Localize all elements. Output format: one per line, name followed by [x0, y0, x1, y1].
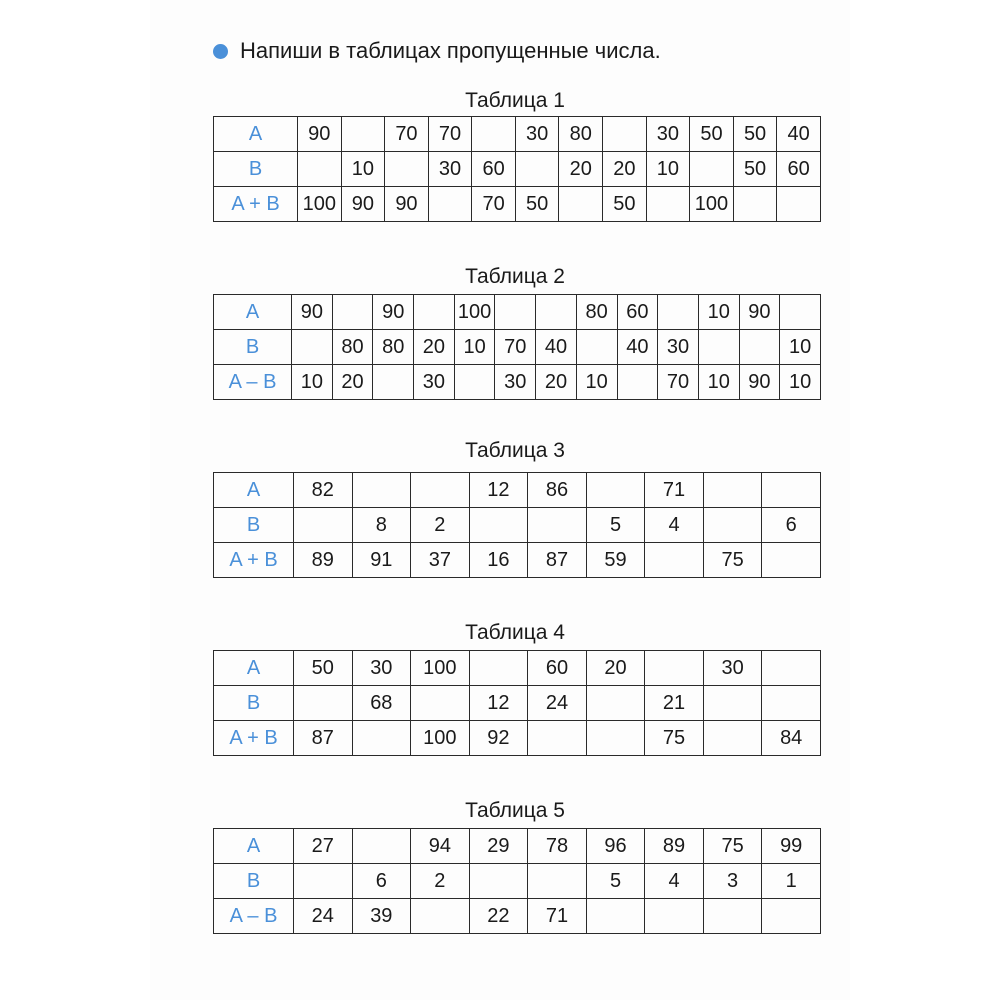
table-caption: Таблица 2 — [465, 265, 565, 288]
value-cell: 24 — [294, 899, 353, 934]
empty-cell[interactable] — [385, 152, 429, 187]
value-cell: 75 — [703, 829, 762, 864]
value-cell: 2 — [411, 508, 470, 543]
row-label: B — [214, 686, 294, 721]
value-cell: 100 — [690, 187, 734, 222]
empty-cell[interactable] — [777, 187, 821, 222]
empty-cell[interactable] — [528, 864, 587, 899]
value-cell: 50 — [294, 651, 353, 686]
value-cell: 70 — [472, 187, 516, 222]
empty-cell[interactable] — [528, 721, 587, 756]
empty-cell[interactable] — [528, 508, 587, 543]
value-cell: 75 — [703, 543, 762, 578]
empty-cell[interactable] — [617, 365, 658, 400]
value-cell: 90 — [739, 365, 780, 400]
value-cell: 20 — [536, 365, 577, 400]
value-cell: 60 — [528, 651, 587, 686]
value-cell: 4 — [645, 508, 704, 543]
value-cell: 100 — [411, 651, 470, 686]
empty-cell[interactable] — [645, 899, 704, 934]
value-cell: 10 — [576, 365, 617, 400]
value-cell: 27 — [294, 829, 353, 864]
value-cell: 59 — [586, 543, 645, 578]
task-instruction — [213, 36, 661, 66]
table-row — [214, 117, 821, 152]
value-cell: 30 — [428, 152, 472, 187]
empty-cell[interactable] — [292, 330, 333, 365]
empty-cell[interactable] — [658, 295, 699, 330]
empty-cell[interactable] — [332, 295, 373, 330]
row-label: A + B — [214, 543, 294, 578]
value-cell: 8 — [352, 508, 411, 543]
value-cell: 99 — [762, 829, 821, 864]
empty-cell[interactable] — [703, 686, 762, 721]
value-cell: 30 — [515, 117, 559, 152]
value-cell: 70 — [428, 117, 472, 152]
value-cell: 60 — [472, 152, 516, 187]
value-cell: 71 — [645, 473, 704, 508]
table-caption: Таблица 5 — [465, 799, 565, 822]
value-cell: 2 — [411, 864, 470, 899]
value-cell: 30 — [703, 651, 762, 686]
value-cell: 10 — [780, 365, 821, 400]
number-table-3 — [213, 472, 821, 578]
value-cell: 5 — [586, 864, 645, 899]
value-cell: 30 — [414, 365, 455, 400]
empty-cell[interactable] — [733, 187, 777, 222]
empty-cell[interactable] — [294, 686, 353, 721]
empty-cell[interactable] — [698, 330, 739, 365]
number-table-1 — [213, 116, 821, 222]
value-cell: 84 — [762, 721, 821, 756]
value-cell: 80 — [576, 295, 617, 330]
empty-cell[interactable] — [454, 365, 495, 400]
row-label: A — [214, 117, 298, 152]
table-row — [214, 152, 821, 187]
value-cell: 86 — [528, 473, 587, 508]
empty-cell[interactable] — [469, 651, 528, 686]
value-cell: 90 — [298, 117, 342, 152]
value-cell: 50 — [515, 187, 559, 222]
empty-cell[interactable] — [780, 295, 821, 330]
empty-cell[interactable] — [586, 686, 645, 721]
value-cell: 39 — [352, 899, 411, 934]
value-cell: 16 — [469, 543, 528, 578]
empty-cell[interactable] — [559, 187, 603, 222]
empty-cell[interactable] — [373, 365, 414, 400]
number-table-2 — [213, 294, 821, 400]
value-cell: 24 — [528, 686, 587, 721]
row-label: B — [214, 508, 294, 543]
empty-cell[interactable] — [603, 117, 647, 152]
value-cell: 75 — [645, 721, 704, 756]
value-cell: 20 — [414, 330, 455, 365]
empty-cell[interactable] — [411, 686, 470, 721]
table-row — [214, 686, 821, 721]
value-cell: 50 — [733, 152, 777, 187]
value-cell: 50 — [603, 187, 647, 222]
value-cell: 90 — [341, 187, 385, 222]
row-label: A + B — [214, 721, 294, 756]
value-cell: 90 — [385, 187, 429, 222]
empty-cell[interactable] — [586, 899, 645, 934]
row-label: A – B — [214, 365, 292, 400]
value-cell: 10 — [646, 152, 690, 187]
value-cell: 89 — [645, 829, 704, 864]
empty-cell[interactable] — [414, 295, 455, 330]
value-cell: 29 — [469, 829, 528, 864]
empty-cell[interactable] — [469, 508, 528, 543]
value-cell: 37 — [411, 543, 470, 578]
table-row — [214, 365, 821, 400]
value-cell: 60 — [777, 152, 821, 187]
empty-cell[interactable] — [352, 829, 411, 864]
table-row — [214, 330, 821, 365]
table-row — [214, 899, 821, 934]
value-cell: 6 — [352, 864, 411, 899]
row-label: A — [214, 651, 294, 686]
empty-cell[interactable] — [762, 651, 821, 686]
empty-cell[interactable] — [294, 508, 353, 543]
row-label: B — [214, 864, 294, 899]
empty-cell[interactable] — [645, 543, 704, 578]
value-cell: 94 — [411, 829, 470, 864]
value-cell: 78 — [528, 829, 587, 864]
empty-cell[interactable] — [645, 651, 704, 686]
value-cell: 10 — [341, 152, 385, 187]
value-cell: 100 — [411, 721, 470, 756]
empty-cell[interactable] — [298, 152, 342, 187]
row-label: A – B — [214, 899, 294, 934]
value-cell: 96 — [586, 829, 645, 864]
value-cell: 4 — [645, 864, 704, 899]
value-cell: 87 — [528, 543, 587, 578]
value-cell: 6 — [762, 508, 821, 543]
value-cell: 71 — [528, 899, 587, 934]
value-cell: 30 — [658, 330, 699, 365]
value-cell: 20 — [603, 152, 647, 187]
table-row — [214, 864, 821, 899]
table-row — [214, 295, 821, 330]
empty-cell[interactable] — [576, 330, 617, 365]
empty-cell[interactable] — [586, 721, 645, 756]
value-cell: 70 — [385, 117, 429, 152]
value-cell: 92 — [469, 721, 528, 756]
empty-cell[interactable] — [762, 543, 821, 578]
table-row — [214, 187, 821, 222]
value-cell: 5 — [586, 508, 645, 543]
empty-cell[interactable] — [646, 187, 690, 222]
row-label: A — [214, 295, 292, 330]
value-cell: 89 — [294, 543, 353, 578]
value-cell: 82 — [294, 473, 353, 508]
bullet-icon — [213, 44, 228, 59]
table-row — [214, 829, 821, 864]
value-cell: 90 — [739, 295, 780, 330]
empty-cell[interactable] — [586, 473, 645, 508]
value-cell: 80 — [559, 117, 603, 152]
row-label: A + B — [214, 187, 298, 222]
value-cell: 100 — [454, 295, 495, 330]
value-cell: 60 — [617, 295, 658, 330]
value-cell: 12 — [469, 686, 528, 721]
row-label: B — [214, 330, 292, 365]
value-cell: 68 — [352, 686, 411, 721]
value-cell: 87 — [294, 721, 353, 756]
value-cell: 50 — [733, 117, 777, 152]
value-cell: 40 — [536, 330, 577, 365]
table-row — [214, 721, 821, 756]
value-cell: 70 — [658, 365, 699, 400]
value-cell: 90 — [292, 295, 333, 330]
value-cell: 100 — [298, 187, 342, 222]
number-table-4 — [213, 650, 821, 756]
value-cell: 22 — [469, 899, 528, 934]
empty-cell[interactable] — [352, 473, 411, 508]
empty-cell[interactable] — [428, 187, 472, 222]
empty-cell[interactable] — [341, 117, 385, 152]
value-cell: 1 — [762, 864, 821, 899]
value-cell: 20 — [559, 152, 603, 187]
empty-cell[interactable] — [703, 473, 762, 508]
instruction-text: Напиши в таблицах пропущенные числа. — [240, 38, 661, 63]
value-cell: 10 — [698, 295, 739, 330]
value-cell: 50 — [690, 117, 734, 152]
empty-cell[interactable] — [352, 721, 411, 756]
empty-cell[interactable] — [515, 152, 559, 187]
table-row — [214, 473, 821, 508]
value-cell: 20 — [332, 365, 373, 400]
number-table-5 — [213, 828, 821, 934]
empty-cell[interactable] — [703, 721, 762, 756]
value-cell: 30 — [352, 651, 411, 686]
value-cell: 12 — [469, 473, 528, 508]
value-cell: 91 — [352, 543, 411, 578]
row-label: A — [214, 473, 294, 508]
empty-cell[interactable] — [294, 864, 353, 899]
table-caption: Таблица 4 — [465, 621, 565, 644]
empty-cell[interactable] — [703, 899, 762, 934]
table-row — [214, 508, 821, 543]
empty-cell[interactable] — [762, 686, 821, 721]
value-cell: 70 — [495, 330, 536, 365]
empty-cell[interactable] — [411, 899, 470, 934]
empty-cell[interactable] — [469, 864, 528, 899]
value-cell: 80 — [332, 330, 373, 365]
table-row — [214, 651, 821, 686]
value-cell: 10 — [454, 330, 495, 365]
value-cell: 30 — [495, 365, 536, 400]
empty-cell[interactable] — [690, 152, 734, 187]
value-cell: 40 — [777, 117, 821, 152]
value-cell: 10 — [292, 365, 333, 400]
value-cell: 90 — [373, 295, 414, 330]
empty-cell[interactable] — [495, 295, 536, 330]
empty-cell[interactable] — [762, 899, 821, 934]
row-label: A — [214, 829, 294, 864]
row-label: B — [214, 152, 298, 187]
value-cell: 40 — [617, 330, 658, 365]
value-cell: 30 — [646, 117, 690, 152]
empty-cell[interactable] — [762, 473, 821, 508]
table-caption: Таблица 1 — [465, 89, 565, 112]
empty-cell[interactable] — [739, 330, 780, 365]
value-cell: 20 — [586, 651, 645, 686]
empty-cell[interactable] — [536, 295, 577, 330]
empty-cell[interactable] — [411, 473, 470, 508]
value-cell: 10 — [698, 365, 739, 400]
empty-cell[interactable] — [472, 117, 516, 152]
value-cell: 10 — [780, 330, 821, 365]
value-cell: 21 — [645, 686, 704, 721]
value-cell: 3 — [703, 864, 762, 899]
table-row — [214, 543, 821, 578]
table-caption: Таблица 3 — [465, 439, 565, 462]
value-cell: 80 — [373, 330, 414, 365]
empty-cell[interactable] — [703, 508, 762, 543]
